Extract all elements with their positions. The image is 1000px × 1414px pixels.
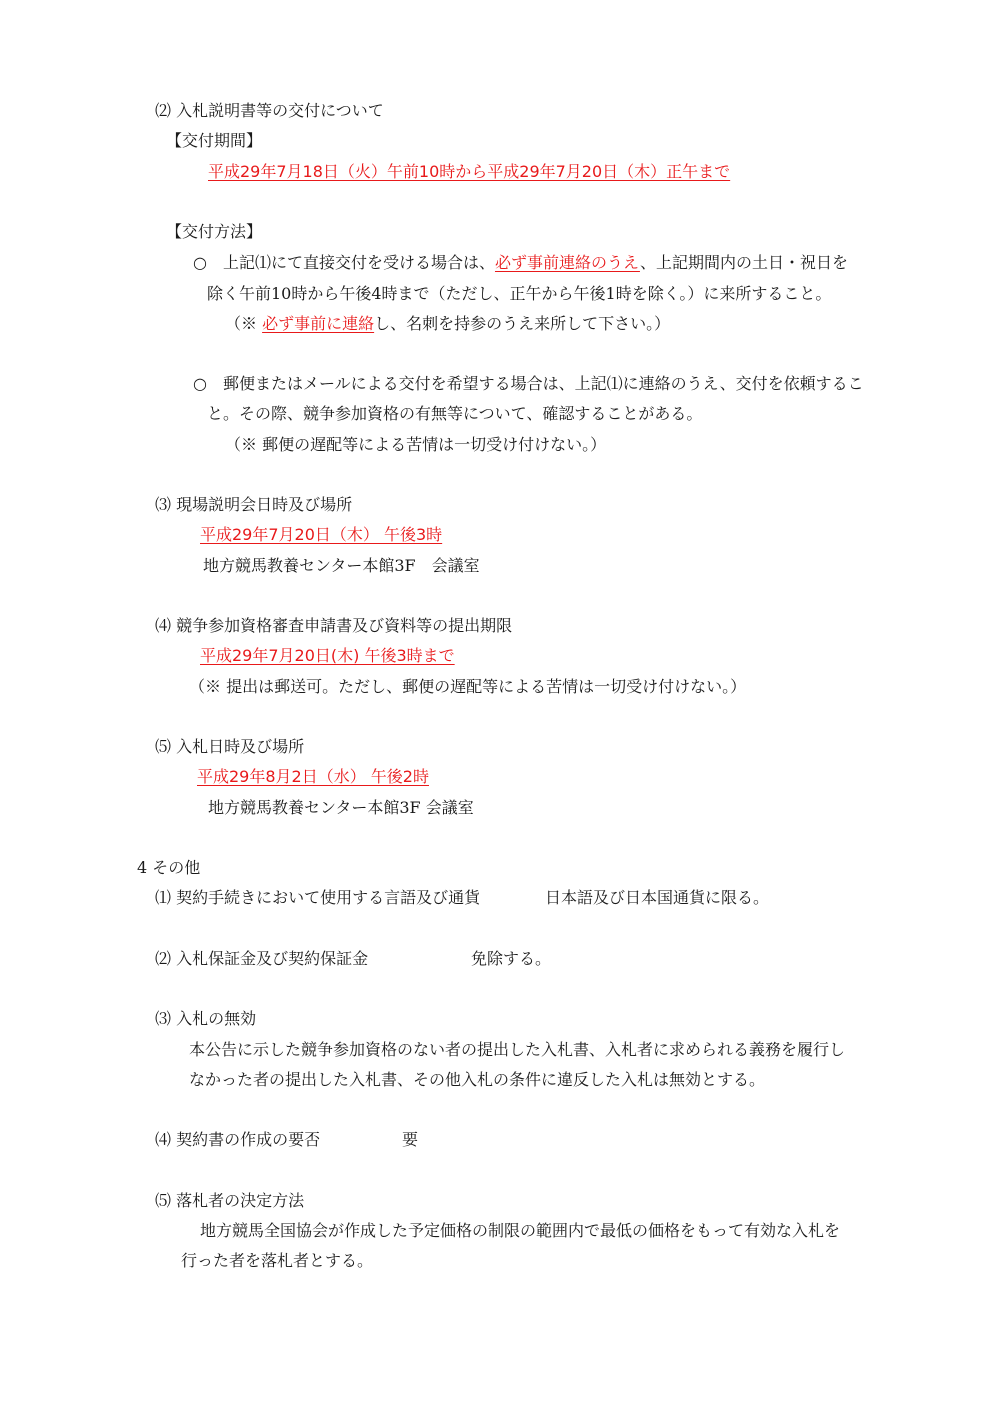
method-1-note-pre: （※ (225, 314, 263, 333)
method-2-note: （※ 郵便の遅配等による苦情は一切受け付けない。） (225, 435, 607, 454)
method-2-line-1: ○ 郵便またはメールによる交付を希望する場合は、上記⑴に連絡のうえ、交付を依頼するこ (193, 374, 864, 393)
other-item-5-line-2: 行った者を落札者とする。 (181, 1251, 374, 1270)
method-1-line-2: 除く午前10時から午後4時まで（ただし、正午から午後1時を除く。）に来所すること。 (207, 284, 832, 303)
other-item-5-heading: ⑸ 落札者の決定方法 (155, 1191, 305, 1210)
method-1-note (225, 313, 670, 335)
method-2-line-2: と。その際、競争参加資格の有無等について、確認することがある。 (207, 404, 703, 423)
method-1-text-post: 、上記期間内の土日・祝日を (639, 253, 848, 272)
section-4-heading: ⑷ 競争参加資格審査申請書及び資料等の提出期限 (155, 616, 513, 635)
delivery-period-label: 【交付期間】 (166, 131, 263, 150)
other-item-4-label: ⑷ 契約書の作成の要否 (155, 1130, 321, 1149)
delivery-period-value: 平成29年7月18日（火）午前10時から平成29年7月20日（木）正午まで (208, 162, 731, 181)
other-item-1-label: ⑴ 契約手続きにおいて使用する言語及び通貨 (155, 888, 481, 907)
method-1-text-red: 必ず事前連絡のうえ (494, 253, 640, 272)
bid-place: 地方競馬教養センター本館3F 会議室 (208, 798, 474, 817)
submission-deadline: 平成29年7月20日(木) 午後3時まで (200, 646, 455, 665)
briefing-datetime: 平成29年7月20日（木） 午後3時 (200, 525, 443, 544)
briefing-place: 地方競馬教養センター本館3F 会議室 (203, 556, 480, 575)
other-item-2-value: 免除する。 (471, 949, 552, 968)
bid-datetime: 平成29年8月2日（水） 午後2時 (197, 767, 429, 786)
method-1-text-pre: ○ 上記⑴にて直接交付を受ける場合は、 (193, 253, 495, 272)
section-2-heading: ⑵ 入札説明書等の交付について (155, 101, 384, 120)
method-1-line-1 (193, 252, 848, 274)
other-item-5-line-1: 地方競馬全国協会が作成した予定価格の制限の範囲内で最低の価格をもって有効な入札を (200, 1221, 841, 1240)
method-1-note-post: し、名刺を持参のうえ来所して下さい。） (374, 314, 671, 333)
other-item-2-label: ⑵ 入札保証金及び契約保証金 (155, 949, 369, 968)
method-1-note-red: 必ず事前に連絡 (262, 314, 375, 333)
other-item-3-heading: ⑶ 入札の無効 (155, 1009, 257, 1028)
other-item-4-value: 要 (402, 1130, 419, 1149)
section-5-heading: ⑸ 入札日時及び場所 (155, 737, 305, 756)
delivery-method-label: 【交付方法】 (166, 222, 263, 241)
section-3-heading: ⑶ 現場説明会日時及び場所 (155, 495, 353, 514)
others-heading: 4 その他 (137, 858, 201, 877)
other-item-3-line-1: 本公告に示した競争参加資格のない者の提出した入札書、入札者に求められる義務を履行し (189, 1040, 846, 1059)
submission-note: （※ 提出は郵送可。ただし、郵便の遅配等による苦情は一切受け付けない。） (189, 677, 747, 696)
other-item-1-value: 日本語及び日本国通貨に限る。 (545, 888, 770, 907)
other-item-3-line-2: なかった者の提出した入札書、その他入札の条件に違反した入札は無効とする。 (189, 1070, 766, 1089)
